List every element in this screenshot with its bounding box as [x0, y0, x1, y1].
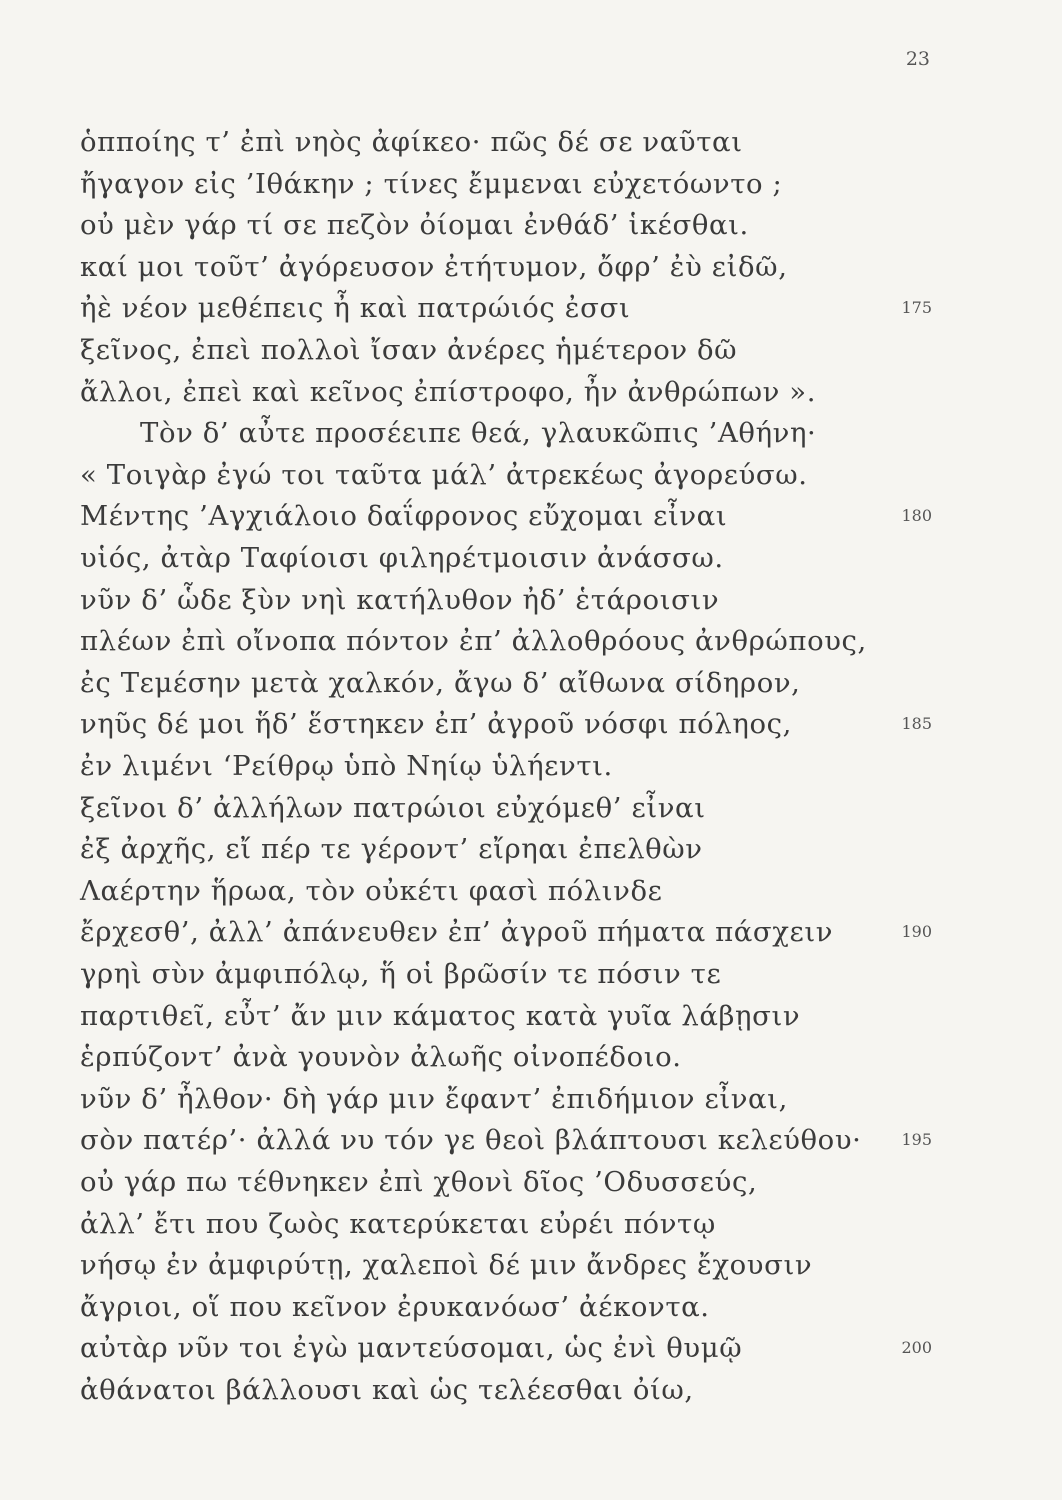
- verse-line: καί μοι τοῦτ’ ἀγόρευσον ἐτήτυμον, ὄφρ’ ἐὺ εἰδῶ,: [80, 250, 788, 283]
- verse-line: υἱός, ἀτὰρ Ταφίοισι φιληρέτμοισιν ἀνάσσω.: [80, 542, 724, 574]
- verse-line: οὐ γάρ πω τέθνηκεν ἐπὶ χθονὶ δῖος ’Οδυσσεύς,: [80, 1166, 758, 1198]
- verse-line: Μέντης ’Αγχιάλοιο δαΐφρονος εὔχομαι εἶναι: [80, 500, 728, 533]
- verse-line: ἄλλοι, ἐπεὶ καὶ κεῖνος ἐπίστροφο, ἦν ἀνθρώπων ».: [80, 375, 817, 408]
- verse-line: Λαέρτην ἥρωα, τὸν οὐκέτι φασὶ πόλινδε: [80, 874, 663, 907]
- verse-line: νηῦς δέ μοι ἥδ’ ἕστηκεν ἐπ’ ἀγροῦ νόσφι πόληος,: [80, 708, 792, 741]
- verse-line: ἤγαγον εἰς ’Ιθάκην ; τίνες ἔμμεναι εὐχετόωντο ;: [80, 167, 783, 200]
- verse-line: πλέων ἐπὶ οἴνοπα πόντον ἐπ’ ἀλλοθρόους ἀνθρώπους,: [80, 625, 867, 658]
- verse-line: σὸν πατέρ’· ἀλλά νυ τόν γε θεοὶ βλάπτουσι κελεύθου·: [80, 1124, 862, 1157]
- verse-line: αὐτὰρ νῦν τοι ἐγὼ μαντεύσομαι, ὡς ἐνὶ θυμῷ: [80, 1332, 743, 1365]
- verse-line: ἐξ ἀρχῆς, εἴ πέρ τε γέροντ’ εἴρηαι ἐπελθὼν: [80, 833, 703, 866]
- verse-line: ἐς Τεμέσην μετὰ χαλκόν, ἄγω δ’ αἴθωνα σίδηρον,: [80, 666, 801, 699]
- verse-line: ἐν λιμένι ‘Ρείθρῳ ὑπὸ Νηίῳ ὑλήεντι.: [80, 750, 613, 782]
- verse-line: ἀθάνατοι βάλλουσι καὶ ὡς τελέεσθαι ὀίω,: [80, 1374, 694, 1406]
- line-number: 175: [901, 298, 932, 318]
- line-number: 180: [901, 506, 932, 526]
- verse-line: ξεῖνοι δ’ ἀλλήλων πατρώιοι εὐχόμεθ’ εἶναι: [80, 791, 706, 824]
- verse-line: ἑρπύζοντ’ ἀνὰ γουνὸν ἀλωῆς οἰνοπέδοιο.: [80, 1041, 682, 1074]
- verse-line: ἔρχεσθ’, ἀλλ’ ἀπάνευθεν ἐπ’ ἀγροῦ πήματα πάσχειν: [80, 916, 834, 949]
- verse-line: νήσῳ ἐν ἀμφιρύτῃ, χαλεποὶ δέ μιν ἄνδρες ἔχουσιν: [80, 1249, 813, 1282]
- verse-line: νῦν δ’ ἦλθον· δὴ γάρ μιν ἔφαντ’ ἐπιδήμιον εἶναι,: [80, 1082, 788, 1115]
- verse-line: ὁπποίης τ’ ἐπὶ νηὸς ἀφίκεο· πῶς δέ σε ναῦται: [80, 126, 743, 158]
- page-number: 23: [905, 48, 930, 70]
- verse-line: ἠὲ νέον μεθέπεις ἦ καὶ πατρώιός ἐσσι: [80, 292, 631, 325]
- line-number: 200: [901, 1338, 932, 1358]
- verse-line: ξεῖνος, ἐπεὶ πολλοὶ ἴσαν ἀνέρες ἡμέτερον δῶ: [80, 334, 738, 366]
- verse-line: οὐ μὲν γάρ τί σε πεζὸν ὀίομαι ἐνθάδ’ ἱκέσθαι.: [80, 209, 749, 242]
- line-number: 195: [901, 1130, 932, 1150]
- verse-line: παρτιθεῖ, εὖτ’ ἄν μιν κάματος κατὰ γυῖα λάβῃσιν: [80, 999, 801, 1032]
- line-number: 190: [901, 922, 932, 942]
- verse-line: « Τοιγὰρ ἐγώ τοι ταῦτα μάλ’ ἀτρεκέως ἀγορεύσω.: [80, 458, 808, 491]
- verse-line: ἄγριοι, οἵ που κεῖνον ἐρυκανόωσ’ ἀέκοντα.: [80, 1290, 710, 1323]
- line-number: 185: [901, 714, 932, 734]
- verse-line: γρηὶ σὺν ἀμφιπόλῳ, ἥ οἱ βρῶσίν τε πόσιν τε: [80, 958, 722, 990]
- verse-line: νῦν δ’ ὧδε ξὺν νηὶ κατήλυθον ἠδ’ ἑτάροισιν: [80, 583, 720, 616]
- verse-line: ἀλλ’ ἔτι που ζωὸς κατερύκεται εὐρέι πόντῳ: [80, 1207, 716, 1240]
- verse-line: Τὸν δ’ αὖτε προσέειπε θεά, γλαυκῶπις ’Αθήνη·: [140, 417, 817, 450]
